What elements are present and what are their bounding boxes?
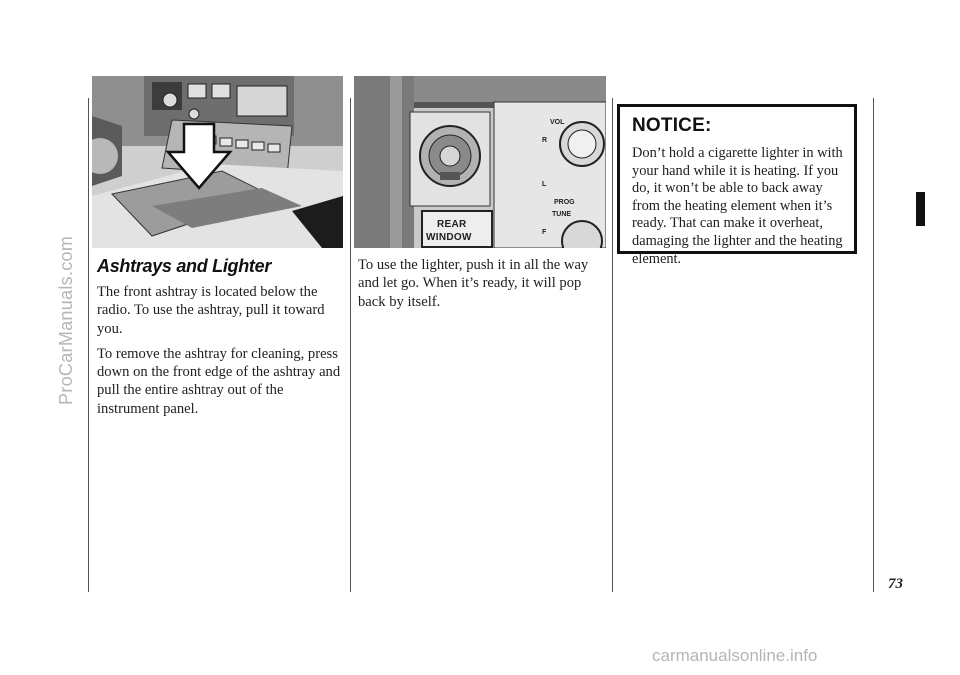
f-label: F — [542, 229, 547, 236]
ashtray-paragraph-1: The front ashtray is located below the radio. To use the ashtray, pull it toward you. — [97, 284, 325, 337]
notice-box — [617, 104, 857, 267]
page-number: 73 — [888, 576, 903, 592]
vol-label: VOL — [550, 119, 565, 126]
l-label: L — [542, 181, 547, 188]
column-rule-middle — [350, 98, 351, 592]
column-rule-right — [612, 98, 613, 592]
prog-label: PROG — [554, 199, 575, 206]
column-rule-far-right — [873, 98, 874, 592]
notice-title: NOTICE: — [632, 115, 712, 136]
notice-text: Don’t hold a cigarette lighter in with your hand while it is heating. If you do, it won’t be able to back away from the heating element when it’s ready. That can make it overheat, damaging the lighter and the heating element. — [632, 145, 843, 267]
section-heading: Ashtrays and Lighter — [97, 256, 272, 276]
bottom-watermark: carmanualsonline.info — [652, 646, 818, 665]
r-label: R — [542, 137, 548, 144]
ashtray-photo — [92, 76, 343, 248]
ashtray-text — [97, 283, 345, 425]
lighter-text: To use the lighter, push it in all the way and let go. When it’s ready, it will pop back by itself. — [358, 257, 589, 310]
rear-window-label-line2: WINDOW — [426, 232, 472, 243]
section-tab-marker — [916, 192, 925, 226]
lighter-photo — [354, 76, 606, 248]
tune-label: TUNE — [552, 211, 572, 218]
column-rule-left — [88, 98, 89, 592]
ashtray-paragraph-2: To remove the ashtray for cleaning, press down on the front edge of the ashtray and pull the entire ashtray out of the instrument panel. — [97, 345, 341, 417]
rear-window-label-line1: REAR — [437, 219, 467, 230]
side-watermark: ProCarManuals.com — [56, 235, 76, 405]
